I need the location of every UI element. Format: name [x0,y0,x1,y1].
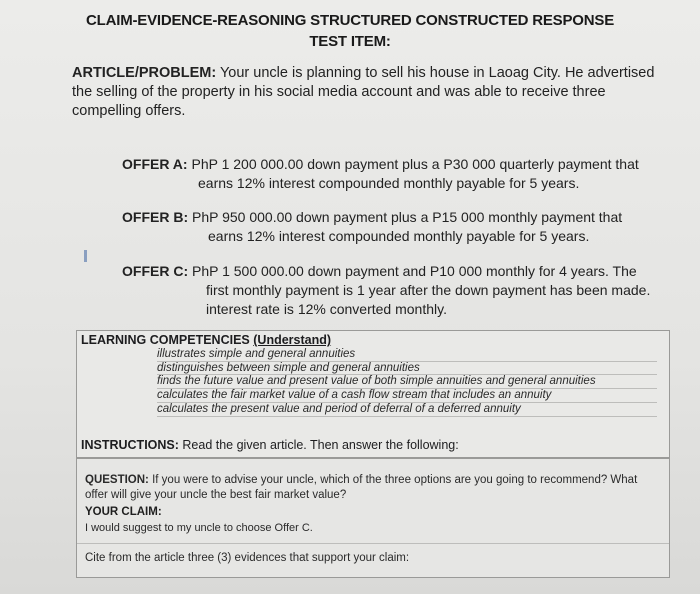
question [85,473,645,503]
instructions-text: Read the given article. Then answer the following: [178,438,459,452]
competency-item: finds the future value and present value of both simple annuities and general annuities [157,375,657,389]
offer-a-line1: PhP 1 200 000.00 down payment plus a P30 000 quarterly payment that [187,156,639,172]
competency-item: calculates the fair market value of a cash flow stream that includes an annuity [157,389,657,403]
instructions [81,438,459,452]
question-text: If you were to advise your uncle, which of the three options are you going to recommend? What offer will give your uncle the best fair market value? [85,474,638,501]
competency-item: calculates the present value and period of deferral of a deferred annuity [157,403,657,417]
offer-a [122,155,672,193]
article-text: Your uncle is planning to sell his house in Laoag City. He advertised the selling of the property in his social media account and was able to receive three compelling offers. [72,65,655,119]
learning-competencies-heading [81,333,331,347]
claim-label: YOUR CLAIM: [85,506,162,518]
competency-item: distinguishes between simple and general annuities [157,362,657,376]
offer-b-line1: PhP 950 000.00 down payment plus a P15 000 monthly payment that [188,209,623,225]
learning-heading-text: LEARNING COMPETENCIES [81,333,254,347]
article-label: ARTICLE/PROBLEM: [72,65,217,81]
learning-competencies-box [76,330,670,458]
offer-a-label: OFFER A: [122,156,188,172]
offer-c-line3: interest rate is 12% converted monthly. [206,301,447,317]
learning-heading-tag: (Understand) [253,333,332,347]
margin-marker [84,250,87,262]
instructions-label: INSTRUCTIONS: [81,438,179,452]
offer-c-label: OFFER C: [122,263,189,279]
offer-b [122,208,672,246]
page-title-line2: TEST ITEM: [309,33,391,50]
cite-evidence-prompt: Cite from the article three (3) evidences that support your claim: [85,552,410,564]
divider [77,543,669,544]
offer-b-label: OFFER B: [122,209,189,225]
question-label: QUESTION: [85,474,149,486]
claim-answer[interactable]: I would suggest to my uncle to choose Offer C. [85,522,313,534]
offer-c-line2: first monthly payment is 1 year after the down payment has been made. [206,282,651,298]
article-problem [72,64,672,121]
offer-a-line2: earns 12% interest compounded monthly payable for 5 years. [198,175,580,191]
competency-item: illustrates simple and general annuities [157,348,657,362]
competency-list [157,348,657,417]
offer-c-line1: PhP 1 500 000.00 down payment and P10 000 monthly for 4 years. The [188,263,637,279]
page-title-line1: CLAIM-EVIDENCE-REASONING STRUCTURED CONSTRUCTED RESPONSE [86,12,614,29]
question-box [76,458,670,578]
offer-b-line2: earns 12% interest compounded monthly payable for 5 years. [208,228,590,244]
offer-c [122,262,672,319]
